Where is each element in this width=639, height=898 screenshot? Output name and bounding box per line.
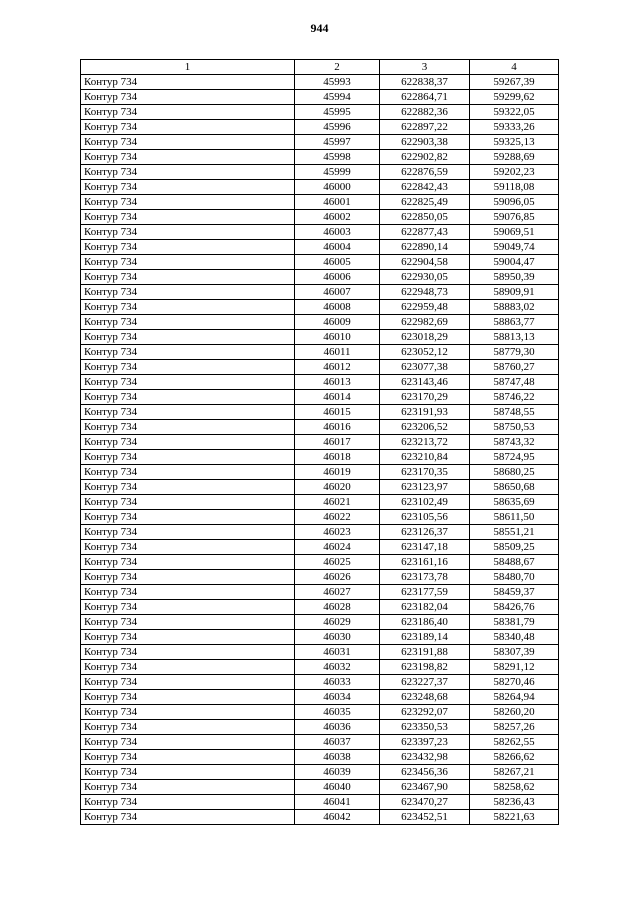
table-row xyxy=(81,270,559,285)
coord-x-cell: 622902,82 xyxy=(380,150,470,165)
point-number-cell: 46011 xyxy=(295,345,380,360)
table-row xyxy=(81,690,559,705)
point-number-cell: 46021 xyxy=(295,495,380,510)
table-row xyxy=(81,570,559,585)
contour-name-cell: Контур 734 xyxy=(81,720,295,735)
point-number-cell: 46005 xyxy=(295,255,380,270)
contour-name-cell: Контур 734 xyxy=(81,585,295,600)
contour-name-cell: Контур 734 xyxy=(81,225,295,240)
table-row xyxy=(81,90,559,105)
coord-y-cell: 58221,63 xyxy=(470,810,559,825)
table-row xyxy=(81,540,559,555)
contour-name-cell: Контур 734 xyxy=(81,105,295,120)
contour-name-cell: Контур 734 xyxy=(81,285,295,300)
table-row xyxy=(81,405,559,420)
table-row xyxy=(81,765,559,780)
coord-x-cell: 623123,97 xyxy=(380,480,470,495)
coord-x-cell: 623456,36 xyxy=(380,765,470,780)
point-number-cell: 46022 xyxy=(295,510,380,525)
coord-y-cell: 58480,70 xyxy=(470,570,559,585)
table-row xyxy=(81,165,559,180)
point-number-cell: 46006 xyxy=(295,270,380,285)
coord-y-cell: 58264,94 xyxy=(470,690,559,705)
coord-x-cell: 623177,59 xyxy=(380,585,470,600)
point-number-cell: 46000 xyxy=(295,180,380,195)
table-row xyxy=(81,720,559,735)
coord-x-cell: 623248,68 xyxy=(380,690,470,705)
coord-y-cell: 58635,69 xyxy=(470,495,559,510)
column-header-2: 2 xyxy=(295,60,380,75)
table-row xyxy=(81,330,559,345)
table-row xyxy=(81,750,559,765)
coord-y-cell: 58680,25 xyxy=(470,465,559,480)
coord-y-cell: 58488,67 xyxy=(470,555,559,570)
coord-y-cell: 58760,27 xyxy=(470,360,559,375)
contour-name-cell: Контур 734 xyxy=(81,210,295,225)
contour-name-cell: Контур 734 xyxy=(81,450,295,465)
coord-y-cell: 59069,51 xyxy=(470,225,559,240)
table-row xyxy=(81,360,559,375)
point-number-cell: 46042 xyxy=(295,810,380,825)
page-number: 944 xyxy=(310,21,329,35)
coord-y-cell: 58813,13 xyxy=(470,330,559,345)
point-number-cell: 46003 xyxy=(295,225,380,240)
coord-x-cell: 623452,51 xyxy=(380,810,470,825)
coord-y-cell: 58611,50 xyxy=(470,510,559,525)
coord-y-cell: 58509,25 xyxy=(470,540,559,555)
point-number-cell: 46031 xyxy=(295,645,380,660)
point-number-cell: 46019 xyxy=(295,465,380,480)
coord-x-cell: 622842,43 xyxy=(380,180,470,195)
coord-x-cell: 622959,48 xyxy=(380,300,470,315)
table-row xyxy=(81,600,559,615)
contour-name-cell: Контур 734 xyxy=(81,495,295,510)
contour-name-cell: Контур 734 xyxy=(81,90,295,105)
column-header-4: 4 xyxy=(470,60,559,75)
coord-x-cell: 622877,43 xyxy=(380,225,470,240)
table-row xyxy=(81,435,559,450)
point-number-cell: 45994 xyxy=(295,90,380,105)
contour-name-cell: Контур 734 xyxy=(81,615,295,630)
coord-x-cell: 623213,72 xyxy=(380,435,470,450)
table-row xyxy=(81,705,559,720)
contour-name-cell: Контур 734 xyxy=(81,270,295,285)
point-number-cell: 46014 xyxy=(295,390,380,405)
coord-x-cell: 623350,53 xyxy=(380,720,470,735)
point-number-cell: 46017 xyxy=(295,435,380,450)
table-row xyxy=(81,225,559,240)
coord-x-cell: 623189,14 xyxy=(380,630,470,645)
point-number-cell: 46020 xyxy=(295,480,380,495)
coord-x-cell: 623126,37 xyxy=(380,525,470,540)
table-row xyxy=(81,375,559,390)
coord-y-cell: 59267,39 xyxy=(470,75,559,90)
table-row xyxy=(81,450,559,465)
table-row xyxy=(81,780,559,795)
contour-name-cell: Контур 734 xyxy=(81,330,295,345)
point-number-cell: 46004 xyxy=(295,240,380,255)
contour-name-cell: Контур 734 xyxy=(81,810,295,825)
point-number-cell: 46008 xyxy=(295,300,380,315)
coord-y-cell: 58381,79 xyxy=(470,615,559,630)
table-row xyxy=(81,180,559,195)
point-number-cell: 46001 xyxy=(295,195,380,210)
coord-y-cell: 58291,12 xyxy=(470,660,559,675)
contour-name-cell: Контур 734 xyxy=(81,300,295,315)
contour-name-cell: Контур 734 xyxy=(81,240,295,255)
coord-y-cell: 59004,47 xyxy=(470,255,559,270)
table-row xyxy=(81,195,559,210)
coord-x-cell: 623052,12 xyxy=(380,345,470,360)
coord-x-cell: 623170,29 xyxy=(380,390,470,405)
point-number-cell: 46036 xyxy=(295,720,380,735)
coord-x-cell: 623186,40 xyxy=(380,615,470,630)
point-number-cell: 46027 xyxy=(295,585,380,600)
point-number-cell: 46033 xyxy=(295,675,380,690)
column-header-1: 1 xyxy=(81,60,295,75)
point-number-cell: 46030 xyxy=(295,630,380,645)
contour-name-cell: Контур 734 xyxy=(81,390,295,405)
column-header-3: 3 xyxy=(380,60,470,75)
table-row xyxy=(81,735,559,750)
coord-x-cell: 623143,46 xyxy=(380,375,470,390)
coord-y-cell: 58863,77 xyxy=(470,315,559,330)
coord-x-cell: 622982,69 xyxy=(380,315,470,330)
coord-y-cell: 59118,08 xyxy=(470,180,559,195)
coord-x-cell: 622882,36 xyxy=(380,105,470,120)
coord-y-cell: 58950,39 xyxy=(470,270,559,285)
contour-name-cell: Контур 734 xyxy=(81,405,295,420)
table-row xyxy=(81,525,559,540)
table-row xyxy=(81,150,559,165)
contour-name-cell: Контур 734 xyxy=(81,510,295,525)
contour-name-cell: Контур 734 xyxy=(81,315,295,330)
table-row xyxy=(81,675,559,690)
coord-x-cell: 623191,93 xyxy=(380,405,470,420)
point-number-cell: 45995 xyxy=(295,105,380,120)
contour-name-cell: Контур 734 xyxy=(81,600,295,615)
coord-x-cell: 622825,49 xyxy=(380,195,470,210)
coord-y-cell: 58267,21 xyxy=(470,765,559,780)
coord-y-cell: 58724,95 xyxy=(470,450,559,465)
coord-x-cell: 623432,98 xyxy=(380,750,470,765)
coord-y-cell: 59333,26 xyxy=(470,120,559,135)
contour-name-cell: Контур 734 xyxy=(81,480,295,495)
contour-name-cell: Контур 734 xyxy=(81,120,295,135)
table-row xyxy=(81,240,559,255)
point-number-cell: 46010 xyxy=(295,330,380,345)
point-number-cell: 46012 xyxy=(295,360,380,375)
coord-y-cell: 58426,76 xyxy=(470,600,559,615)
point-number-cell: 45998 xyxy=(295,150,380,165)
contour-name-cell: Контур 734 xyxy=(81,690,295,705)
coord-y-cell: 58551,21 xyxy=(470,525,559,540)
table-row xyxy=(81,810,559,825)
coord-y-cell: 58743,32 xyxy=(470,435,559,450)
point-number-cell: 46016 xyxy=(295,420,380,435)
coord-y-cell: 58459,37 xyxy=(470,585,559,600)
coord-x-cell: 623102,49 xyxy=(380,495,470,510)
coord-x-cell: 622838,37 xyxy=(380,75,470,90)
coord-y-cell: 58750,53 xyxy=(470,420,559,435)
contour-name-cell: Контур 734 xyxy=(81,180,295,195)
coord-x-cell: 623227,37 xyxy=(380,675,470,690)
table-header-row xyxy=(81,60,559,75)
table-body xyxy=(81,75,559,825)
contour-name-cell: Контур 734 xyxy=(81,255,295,270)
point-number-cell: 46034 xyxy=(295,690,380,705)
table-row xyxy=(81,480,559,495)
coord-x-cell: 622876,59 xyxy=(380,165,470,180)
coord-y-cell: 58262,55 xyxy=(470,735,559,750)
coord-x-cell: 622930,05 xyxy=(380,270,470,285)
coordinates-table xyxy=(80,59,559,825)
point-number-cell: 46015 xyxy=(295,405,380,420)
contour-name-cell: Контур 734 xyxy=(81,435,295,450)
coord-y-cell: 59049,74 xyxy=(470,240,559,255)
point-number-cell: 46025 xyxy=(295,555,380,570)
table-row xyxy=(81,105,559,120)
coord-x-cell: 622890,14 xyxy=(380,240,470,255)
coord-x-cell: 622948,73 xyxy=(380,285,470,300)
point-number-cell: 46024 xyxy=(295,540,380,555)
table-row xyxy=(81,255,559,270)
table-row xyxy=(81,300,559,315)
coord-y-cell: 59325,13 xyxy=(470,135,559,150)
point-number-cell: 46037 xyxy=(295,735,380,750)
table-row xyxy=(81,420,559,435)
coord-x-cell: 623147,18 xyxy=(380,540,470,555)
point-number-cell: 46026 xyxy=(295,570,380,585)
contour-name-cell: Контур 734 xyxy=(81,780,295,795)
coord-x-cell: 623470,27 xyxy=(380,795,470,810)
table-row xyxy=(81,465,559,480)
point-number-cell: 46038 xyxy=(295,750,380,765)
coord-y-cell: 58748,55 xyxy=(470,405,559,420)
contour-name-cell: Контур 734 xyxy=(81,135,295,150)
coord-y-cell: 58747,48 xyxy=(470,375,559,390)
point-number-cell: 45996 xyxy=(295,120,380,135)
contour-name-cell: Контур 734 xyxy=(81,660,295,675)
point-number-cell: 46018 xyxy=(295,450,380,465)
table-row xyxy=(81,495,559,510)
point-number-cell: 46009 xyxy=(295,315,380,330)
table-row xyxy=(81,615,559,630)
contour-name-cell: Контур 734 xyxy=(81,525,295,540)
table-row xyxy=(81,210,559,225)
contour-name-cell: Контур 734 xyxy=(81,735,295,750)
coord-x-cell: 623206,52 xyxy=(380,420,470,435)
coord-y-cell: 59299,62 xyxy=(470,90,559,105)
coord-y-cell: 58258,62 xyxy=(470,780,559,795)
point-number-cell: 46002 xyxy=(295,210,380,225)
contour-name-cell: Контур 734 xyxy=(81,705,295,720)
coord-y-cell: 59322,05 xyxy=(470,105,559,120)
point-number-cell: 46023 xyxy=(295,525,380,540)
coord-x-cell: 623397,23 xyxy=(380,735,470,750)
coord-y-cell: 58779,30 xyxy=(470,345,559,360)
coord-x-cell: 623018,29 xyxy=(380,330,470,345)
contour-name-cell: Контур 734 xyxy=(81,75,295,90)
contour-name-cell: Контур 734 xyxy=(81,360,295,375)
contour-name-cell: Контур 734 xyxy=(81,375,295,390)
coord-y-cell: 59096,05 xyxy=(470,195,559,210)
table-row xyxy=(81,315,559,330)
coord-x-cell: 623105,56 xyxy=(380,510,470,525)
point-number-cell: 45999 xyxy=(295,165,380,180)
coord-y-cell: 59076,85 xyxy=(470,210,559,225)
table-row xyxy=(81,510,559,525)
table-row xyxy=(81,345,559,360)
point-number-cell: 46032 xyxy=(295,660,380,675)
contour-name-cell: Контур 734 xyxy=(81,165,295,180)
table-row xyxy=(81,660,559,675)
coord-x-cell: 623173,78 xyxy=(380,570,470,585)
contour-name-cell: Контур 734 xyxy=(81,570,295,585)
contour-name-cell: Контур 734 xyxy=(81,345,295,360)
table-row xyxy=(81,630,559,645)
coord-y-cell: 58257,26 xyxy=(470,720,559,735)
coord-y-cell: 58260,20 xyxy=(470,705,559,720)
point-number-cell: 46041 xyxy=(295,795,380,810)
point-number-cell: 46007 xyxy=(295,285,380,300)
table-row xyxy=(81,285,559,300)
point-number-cell: 45993 xyxy=(295,75,380,90)
contour-name-cell: Контур 734 xyxy=(81,465,295,480)
table-row xyxy=(81,120,559,135)
coord-x-cell: 623077,38 xyxy=(380,360,470,375)
point-number-cell: 46029 xyxy=(295,615,380,630)
coord-x-cell: 623191,88 xyxy=(380,645,470,660)
coord-y-cell: 58266,62 xyxy=(470,750,559,765)
table-row xyxy=(81,795,559,810)
contour-name-cell: Контур 734 xyxy=(81,765,295,780)
point-number-cell: 46035 xyxy=(295,705,380,720)
contour-name-cell: Контур 734 xyxy=(81,675,295,690)
point-number-cell: 46039 xyxy=(295,765,380,780)
coord-y-cell: 58746,22 xyxy=(470,390,559,405)
contour-name-cell: Контур 734 xyxy=(81,750,295,765)
coord-y-cell: 59202,23 xyxy=(470,165,559,180)
point-number-cell: 46040 xyxy=(295,780,380,795)
table-row xyxy=(81,585,559,600)
coord-y-cell: 58909,91 xyxy=(470,285,559,300)
coord-x-cell: 623198,82 xyxy=(380,660,470,675)
coord-y-cell: 58340,48 xyxy=(470,630,559,645)
contour-name-cell: Контур 734 xyxy=(81,630,295,645)
table-row xyxy=(81,555,559,570)
coord-x-cell: 622904,58 xyxy=(380,255,470,270)
contour-name-cell: Контур 734 xyxy=(81,420,295,435)
coord-y-cell: 58883,02 xyxy=(470,300,559,315)
coord-y-cell: 58236,43 xyxy=(470,795,559,810)
table-row xyxy=(81,645,559,660)
contour-name-cell: Контур 734 xyxy=(81,195,295,210)
coord-x-cell: 622850,05 xyxy=(380,210,470,225)
coord-y-cell: 59288,69 xyxy=(470,150,559,165)
table-row xyxy=(81,75,559,90)
coord-x-cell: 623182,04 xyxy=(380,600,470,615)
coord-x-cell: 623170,35 xyxy=(380,465,470,480)
coord-x-cell: 623292,07 xyxy=(380,705,470,720)
coord-y-cell: 58270,46 xyxy=(470,675,559,690)
contour-name-cell: Контур 734 xyxy=(81,555,295,570)
point-number-cell: 46013 xyxy=(295,375,380,390)
coord-y-cell: 58650,68 xyxy=(470,480,559,495)
contour-name-cell: Контур 734 xyxy=(81,645,295,660)
point-number-cell: 46028 xyxy=(295,600,380,615)
coord-x-cell: 622864,71 xyxy=(380,90,470,105)
table-row xyxy=(81,135,559,150)
contour-name-cell: Контур 734 xyxy=(81,795,295,810)
coord-x-cell: 622897,22 xyxy=(380,120,470,135)
point-number-cell: 45997 xyxy=(295,135,380,150)
coord-x-cell: 622903,38 xyxy=(380,135,470,150)
contour-name-cell: Контур 734 xyxy=(81,540,295,555)
coord-x-cell: 623210,84 xyxy=(380,450,470,465)
table-row xyxy=(81,390,559,405)
coord-x-cell: 623467,90 xyxy=(380,780,470,795)
coord-y-cell: 58307,39 xyxy=(470,645,559,660)
contour-name-cell: Контур 734 xyxy=(81,150,295,165)
coord-x-cell: 623161,16 xyxy=(380,555,470,570)
